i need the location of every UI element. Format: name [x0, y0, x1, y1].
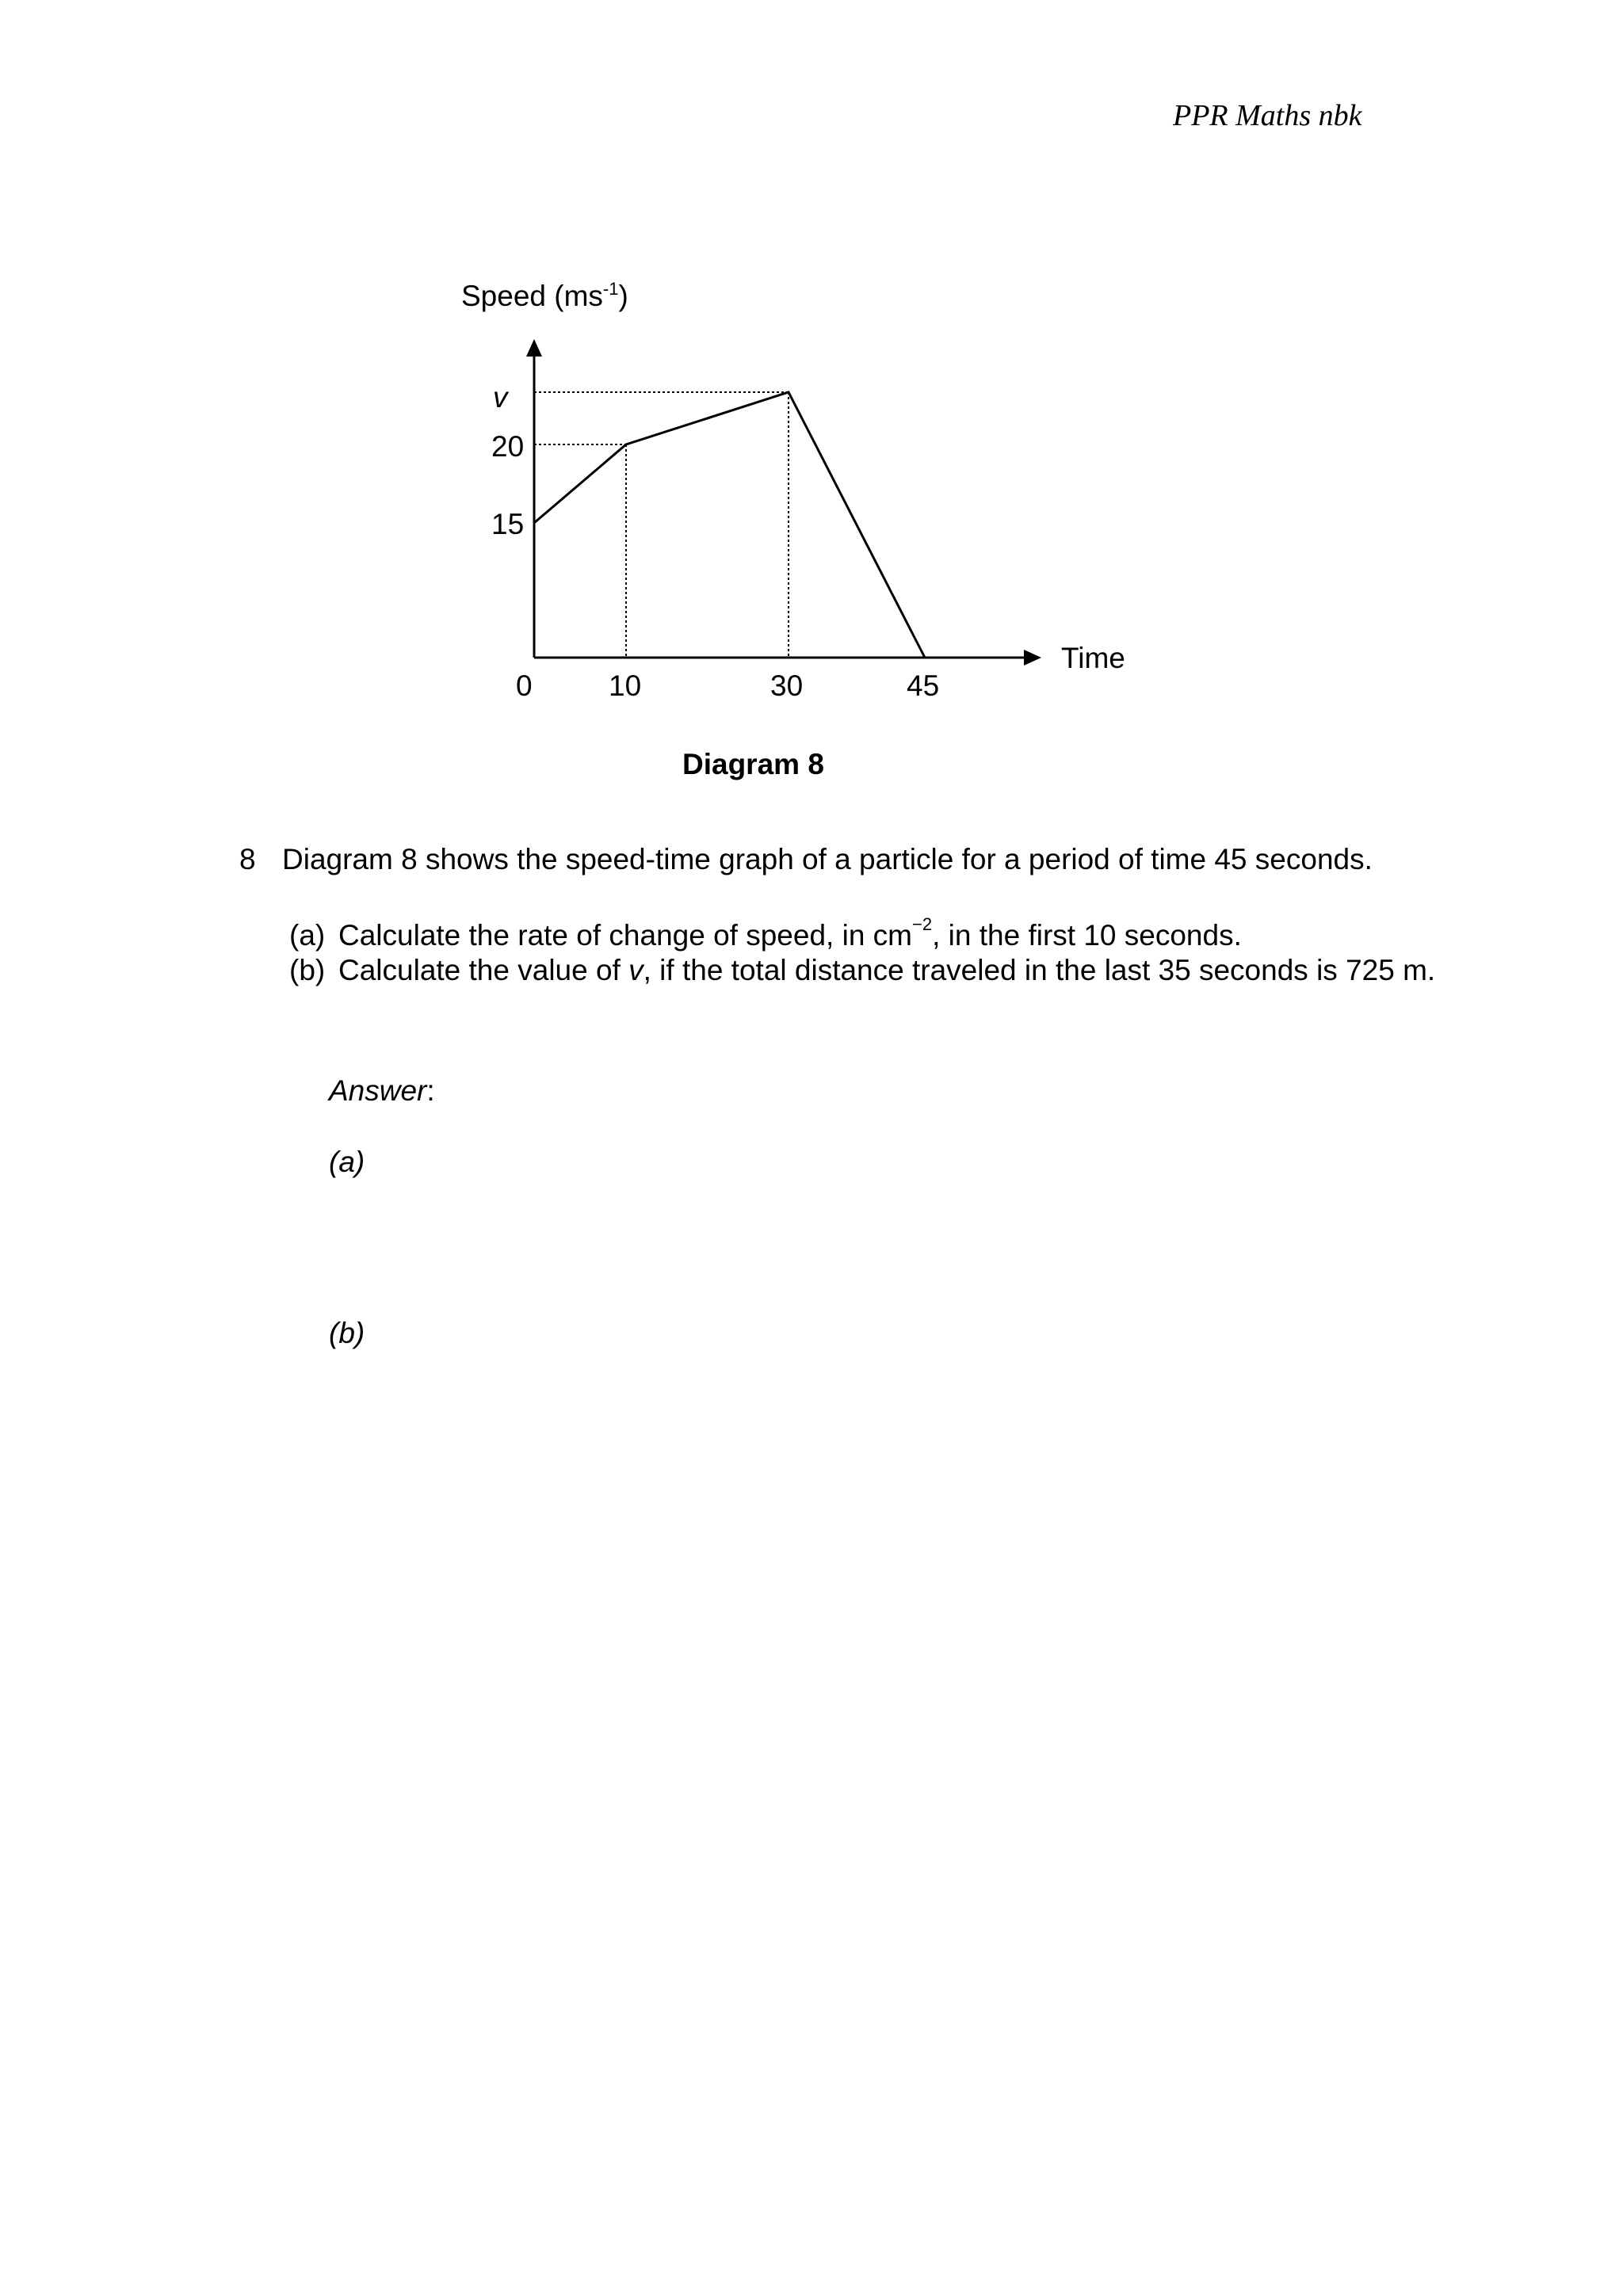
part-b-text-end: , if the total distance traveled in the last 35 seconds is 725 m. [643, 954, 1436, 986]
part-b-text: Calculate the value of [338, 954, 629, 986]
y-tick-v: v [493, 381, 508, 414]
answer-colon: : [426, 1074, 435, 1107]
question-part-b [289, 954, 1435, 987]
y-axis-arrow [526, 339, 542, 357]
part-a-exponent: −2 [912, 914, 933, 934]
question-stem: Diagram 8 shows the speed-time graph of a particle for a period of time 45 seconds. [282, 843, 1373, 875]
part-a-text-end: , in the first 10 seconds. [932, 919, 1242, 952]
x-tick-10: 10 [609, 669, 642, 702]
y-tick-20: 20 [491, 430, 525, 463]
part-a-text: Calculate the rate of change of speed, in cm [338, 919, 912, 952]
figure-caption: Diagram 8 [682, 748, 824, 780]
question-part-a [289, 914, 1242, 952]
question-number: 8 [239, 843, 256, 875]
x-axis-label: Time [1061, 642, 1125, 674]
answer-title: Answer [329, 1074, 427, 1107]
x-tick-45: 45 [907, 669, 940, 702]
answer-part-a-label: (a) [329, 1146, 365, 1178]
part-b-variable: v [628, 954, 643, 986]
x-axis-arrow [1024, 650, 1041, 666]
y-axis-label: Speed $(ms^{-1})$ [461, 279, 628, 312]
answer-heading [329, 1074, 435, 1108]
part-a-label: (a) [289, 919, 326, 952]
page-header: PPR Maths nbk [1173, 99, 1362, 132]
y-tick-15: 15 [491, 508, 525, 540]
part-b-label: (b) [289, 954, 326, 986]
speed-time-graph [0, 0, 1623, 792]
answer-part-b-label: (b) [329, 1317, 365, 1349]
x-tick-30: 30 [770, 669, 804, 702]
x-tick-0: 0 [516, 669, 533, 702]
speed-line [534, 392, 925, 658]
